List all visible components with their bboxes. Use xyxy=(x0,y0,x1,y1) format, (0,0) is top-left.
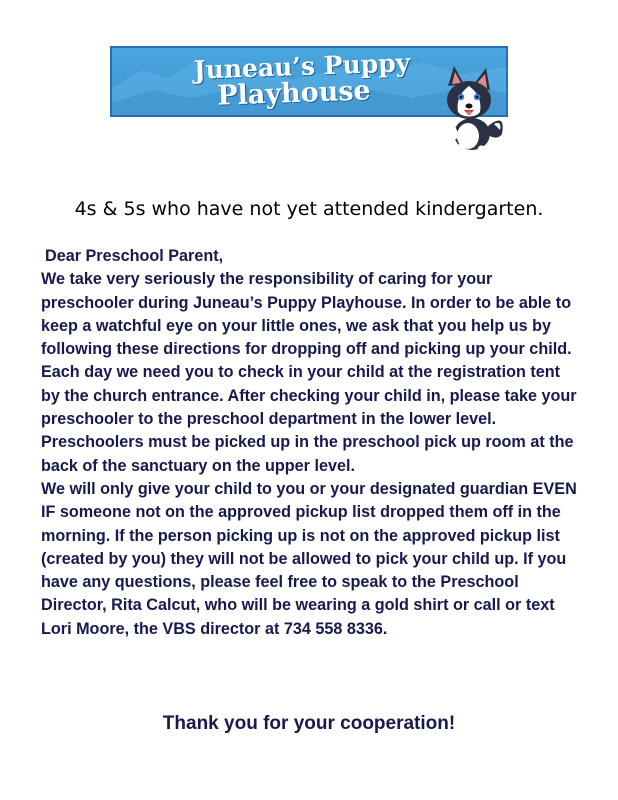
parent-letter xyxy=(41,245,581,641)
letter-paragraph-pickup: We will only give your child to you or your designated guardian EVEN IF someone not on the approved pickup list dropped them off in the morning. If the person picking up is not on the approved pickup list (created by you) they will not be allowed to pick your child up. If you have any questions, please feel free to speak to the Preschool Director, Rita Calcut, who will be wearing a gold shirt or call or text Lori Moore, the VBS director at 734 558 8336. xyxy=(41,479,577,638)
letter-greeting: Dear Preschool Parent, xyxy=(45,247,224,265)
banner-title-line1: Juneau’s Puppy xyxy=(193,48,411,85)
husky-puppy-icon xyxy=(428,64,510,174)
audience-subtitle: 4s & 5s who have not yet attended kindergarten. xyxy=(74,198,544,220)
letter-paragraph-dropoff: We take very seriously the responsibility of caring for your preschooler during Juneau’s Puppy Playhouse. In order to be able to keep a watchful eye on your little ones, we ask that you help us by following these directions for dropping off and picking up your child. Each day we need you to check in your child at the registration tent by the church entrance. After checking your child in, please take your preschooler to the preschool department in the lower level. Preschoolers must be picked up in the preschool pick up room at the back of the sanctuary on the upper level. xyxy=(41,270,577,475)
banner-title-line2: Playhouse xyxy=(216,75,372,112)
closing-thanks: Thank you for your cooperation! xyxy=(162,713,456,734)
